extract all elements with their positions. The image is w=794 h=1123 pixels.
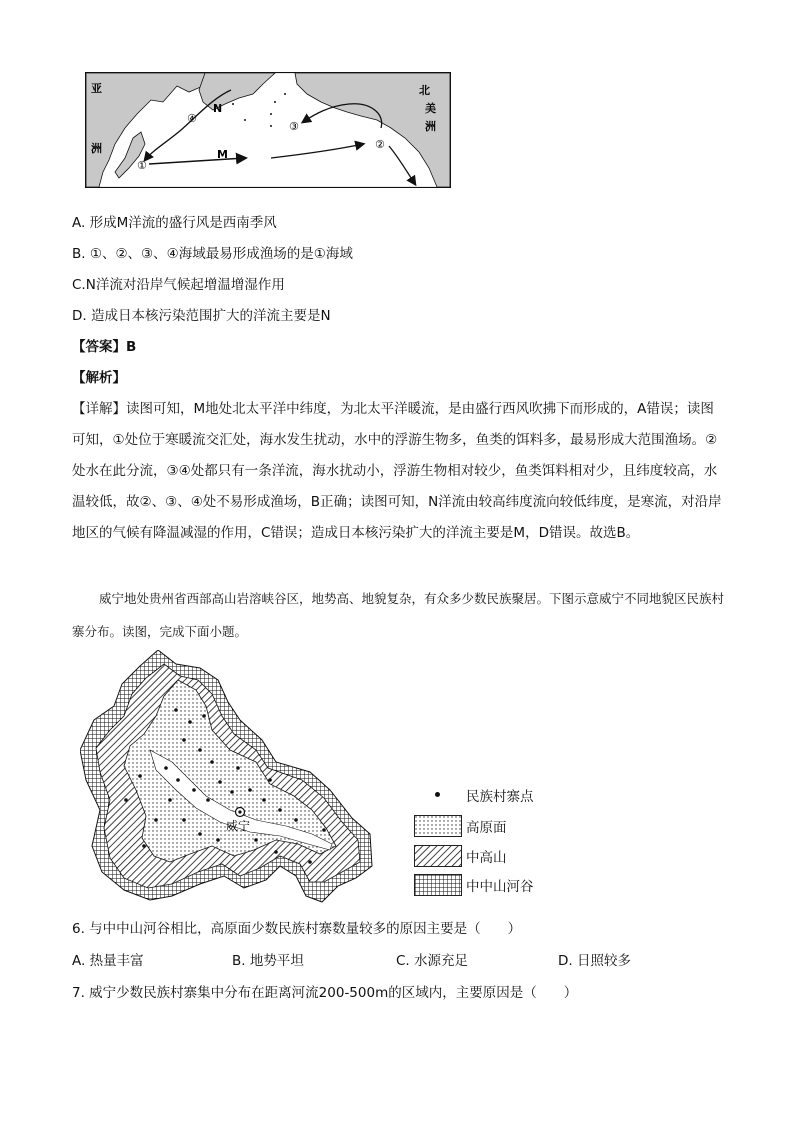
q6-option-c: C. 水源充足 — [396, 953, 469, 969]
q5-option-c: C.N洋流对沿岸气候起增温增湿作用 — [72, 277, 285, 293]
q5-analysis-label: 【解析】 — [72, 370, 126, 386]
label-asia-2: 洲 — [91, 142, 102, 155]
legend-mountain-label: 中高山 — [466, 850, 507, 866]
legend-village-label: 民族村寨点 — [466, 789, 534, 805]
weining-city-label: 威宁 — [226, 819, 251, 833]
ocean-current-map — [85, 72, 451, 188]
legend-valley-label: 中中山河谷 — [466, 879, 534, 895]
q5-option-d: D. 造成日本核污染范围扩大的洋流主要是N — [72, 308, 331, 324]
label-na-3: 洲 — [425, 120, 436, 133]
legend-mountain-swatch — [414, 845, 462, 867]
legend-plateau-swatch — [414, 815, 462, 837]
label-current-m: M — [217, 148, 228, 161]
q7-stem: 7. 威宁少数民族村寨集中分布在距离河流200-500m的区域内，主要原因是（ ） — [72, 985, 578, 1001]
q6-option-d: D. 日照较多 — [558, 953, 631, 969]
label-point-1: ① — [137, 159, 147, 172]
q6-option-a: A. 热量丰富 — [72, 953, 144, 969]
q5-answer: 【答案】B — [72, 339, 137, 355]
q6-stem: 6. 与中中山河谷相比，高原面少数民族村寨数量较多的原因主要是（ ） — [72, 921, 522, 937]
q5-option-a: A. 形成M洋流的盛行风是西南季风 — [72, 215, 277, 231]
label-current-n: N — [213, 102, 223, 115]
label-point-4: ④ — [187, 112, 197, 125]
label-point-3: ③ — [289, 120, 299, 133]
legend-valley-swatch — [414, 874, 462, 896]
q5-option-b: B. ①、②、③、④海域最易形成渔场的是①海域 — [72, 246, 353, 262]
passage-text: 威宁地处贵州省西部高山岩溶峡谷区，地势高、地貌复杂，有众多少数民族聚居。下图示意威宁不同地貌区民族村寨分布。读图，完成下面小题。 — [72, 591, 725, 639]
label-na-2: 美 — [425, 102, 436, 115]
label-asia-1: 亚 — [91, 82, 102, 95]
q5-detail: 【详解】读图可知，M地处北太平洋中纬度，为北太平洋暖流，是由盛行西风吹拂下而形成的，A错误；读图可知，①处位于寒暖流交汇处，海水发生扰动，水中的浮游生物多，鱼类的饵料多，最易形成大范围渔场。②处水在此分流，③④处都只有一条洋流，海水扰动小，浮游生物相对较少，鱼类饵料相对少，且纬度较高，水温较低，故②、③、④处不易形成渔场，B正确；读图可知，N洋流由较高纬度流向较低纬度，是寒流，对沿岸地区的气候有降温减湿的作用，C错误；造成日本核污染扩大的洋流主要是M，D错误。故选B。 — [72, 401, 722, 541]
legend-plateau-label: 高原面 — [466, 820, 507, 836]
label-na-1: 北 — [419, 84, 430, 97]
q6-option-b: B. 地势平坦 — [232, 953, 304, 969]
weining-landform-map — [80, 650, 380, 904]
legend-village-dot — [435, 792, 440, 797]
label-point-2: ② — [375, 138, 385, 151]
